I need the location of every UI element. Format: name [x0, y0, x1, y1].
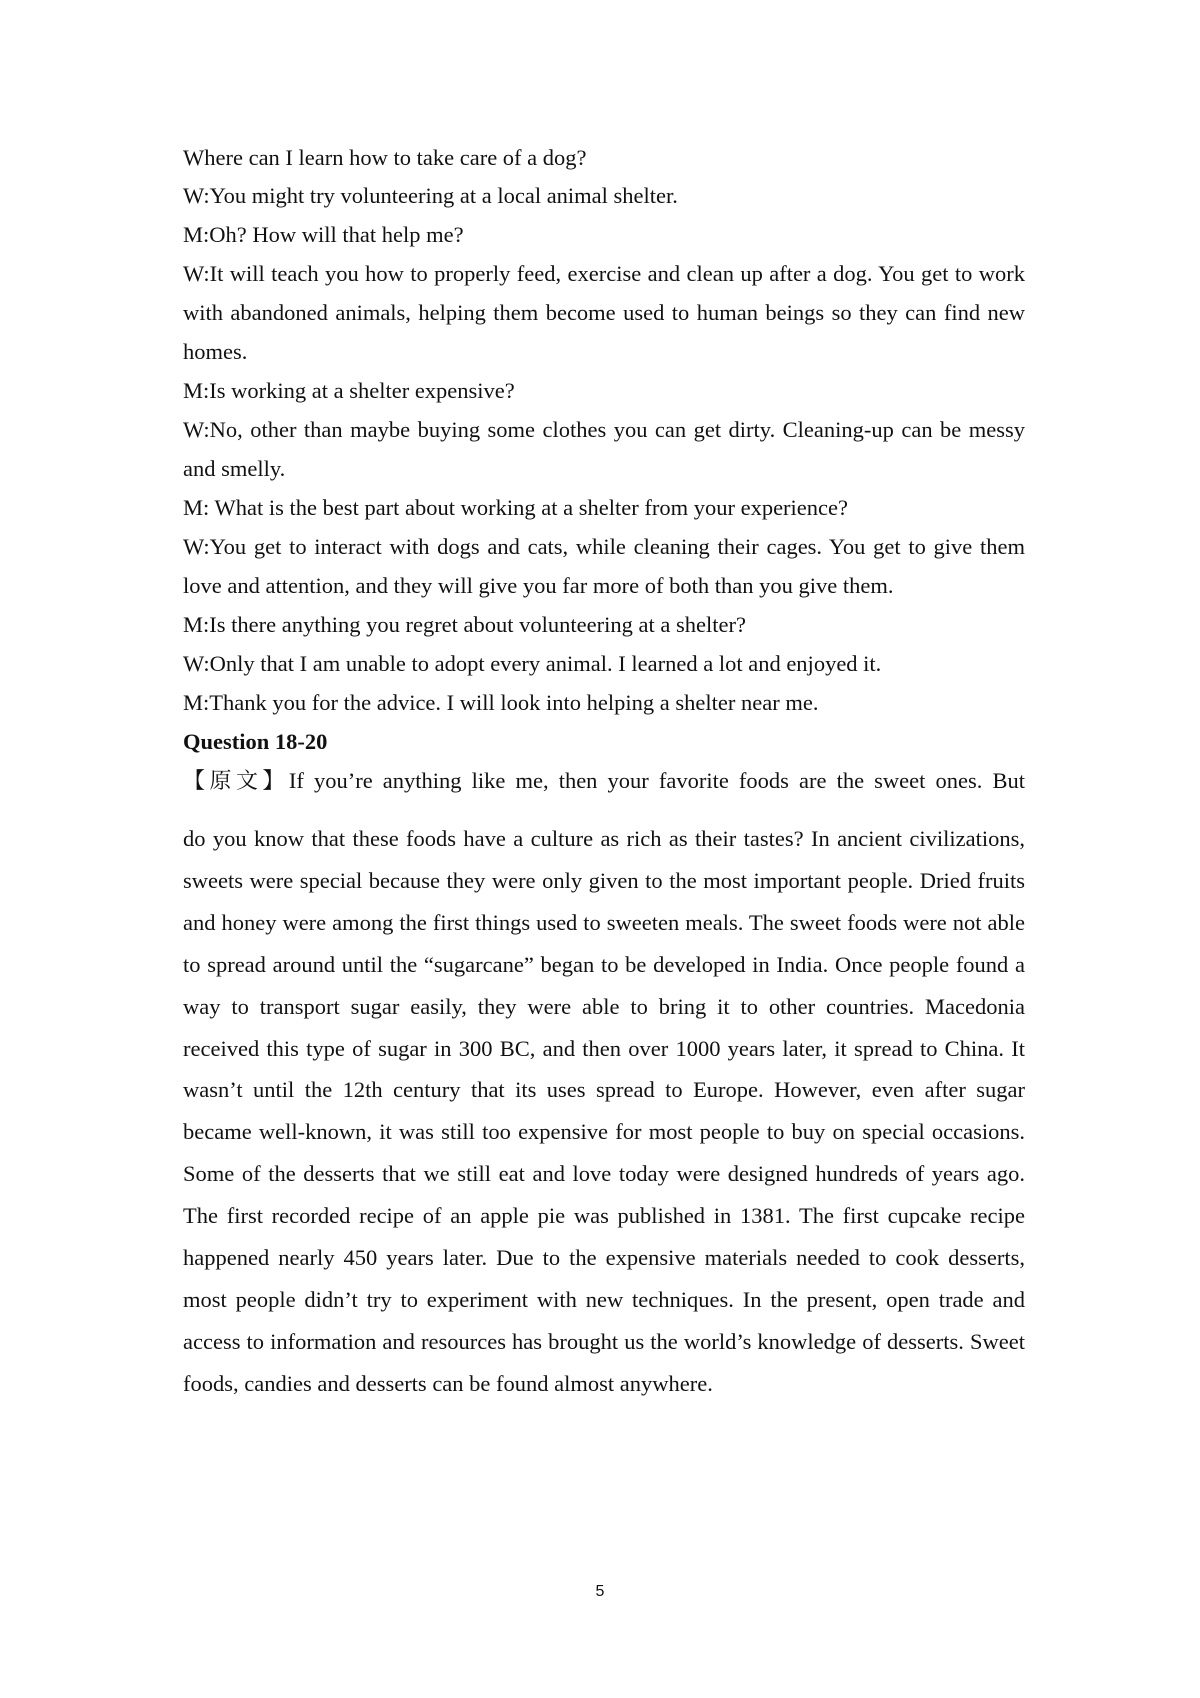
dialogue-line: W:It will teach you how to properly feed, exercise and clean up after a dog. You get to work with abandoned animals, helping them become used to human beings so they can find new homes. — [183, 261, 1025, 364]
page-number: 5 — [595, 1583, 605, 1600]
dialogue-line: W:You might try volunteering at a local animal shelter. — [183, 183, 678, 208]
dialogue-line: W:Only that I am unable to adopt every animal. I learned a lot and enjoyed it. — [183, 651, 882, 676]
dialogue-line: Where can I learn how to take care of a dog? — [183, 145, 587, 170]
dialogue-line: M: What is the best part about working at a shelter from your experience? — [183, 495, 848, 520]
dialogue-line: W:You get to interact with dogs and cats, while cleaning their cages. You get to give them love and attention, and they will give you far more of both than you give them. — [183, 534, 1025, 598]
dialogue-transcript — [183, 140, 1025, 722]
passage-body: do you know that these foods have a culture as rich as their tastes? In ancient civilizations, sweets were special because they were only given to the most important people. Dried fruits and honey were among the first things used to sweeten meals. The sweet foods were not able to spread around until the “sugarcane” began to be developed in India. Once people found a way to transport sugar easily, they were able to bring it to other countries. Macedonia received this type of sugar in 300 BC, and then over 1000 years later, it spread to China. It wasn’t until the 12th century that its uses spread to Europe. However, even after sugar became well-known, it was still too expensive for most people to buy on special occasions. Some of the desserts that we still eat and love today were designed hundreds of years ago. The first recorded recipe of an apple pie was published in 1381. The first cupcake recipe happened nearly 450 years later. Due to the expensive materials needed to cook desserts, most people didn’t try to experiment with new techniques. In the present, open trade and access to information and resources has brought us the world’s knowledge of desserts. Sweet foods, candies and desserts can be found almost anywhere. — [183, 826, 1025, 1396]
passage-first-line — [183, 763, 1025, 800]
dialogue-line: W:No, other than maybe buying some clothes you can get dirty. Cleaning-up can be messy and smelly. — [183, 417, 1025, 481]
dialogue-line: M:Thank you for the advice. I will look into helping a shelter near me. — [183, 690, 819, 715]
dialogue-line: M:Is there anything you regret about volunteering at a shelter? — [183, 612, 746, 637]
passage-label: 【原文】 — [183, 769, 289, 794]
question-heading: Question 18-20 — [183, 729, 328, 754]
passage-first-text: If you’re anything like me, then your favorite foods are the sweet ones. But — [288, 768, 1025, 793]
dialogue-line: M:Oh? How will that help me? — [183, 222, 464, 247]
dialogue-line: M:Is working at a shelter expensive? — [183, 378, 515, 403]
